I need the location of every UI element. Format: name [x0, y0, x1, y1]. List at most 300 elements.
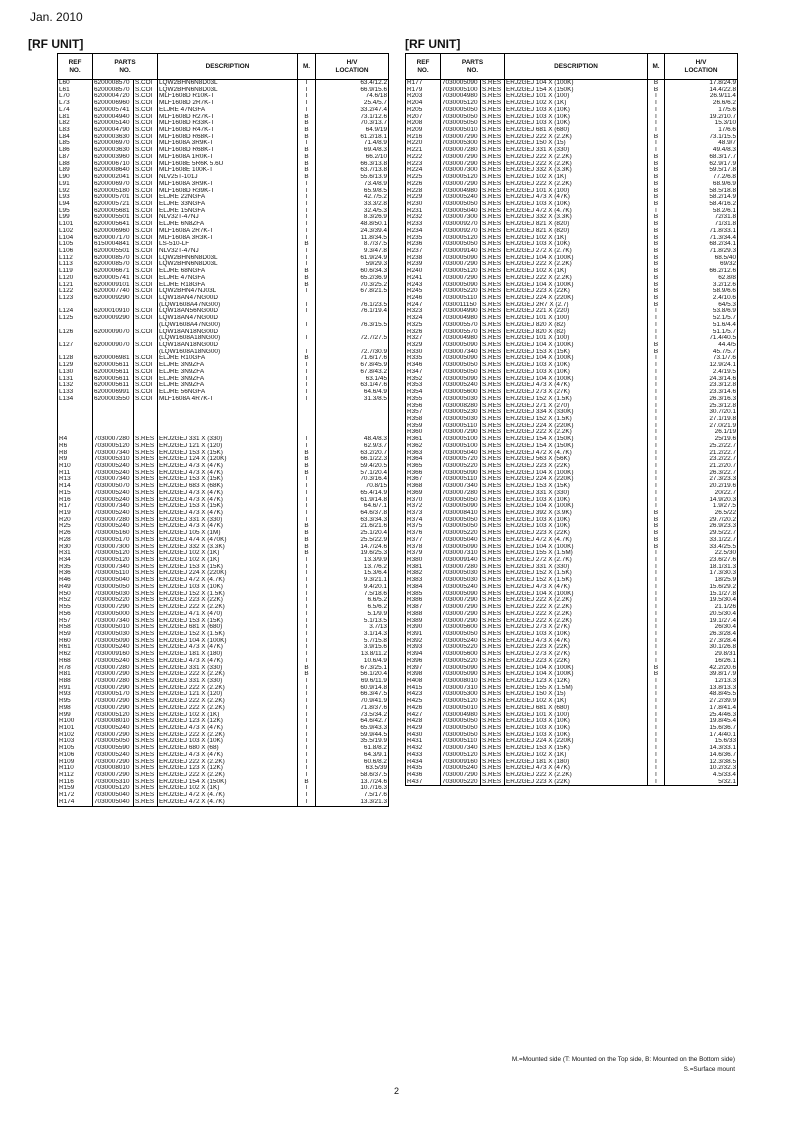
- mount-side: T: [298, 80, 316, 87]
- ref-no: [58, 403, 93, 410]
- parts-type: S.RES: [481, 349, 505, 356]
- parts-no: 6200009290: [93, 315, 134, 322]
- parts-no: 7030007290: [93, 698, 134, 705]
- parts-no: 7030005240: [93, 752, 134, 759]
- parts-type: S.RES: [481, 208, 505, 215]
- parts-type: S.RES: [134, 530, 158, 537]
- parts-no: 7030007280: [93, 436, 134, 443]
- description: ERJ2GEJ 224 X (220K): [505, 423, 648, 430]
- parts-type: S.RES: [481, 436, 505, 443]
- mount-side: T: [298, 799, 316, 806]
- hv-location: 23.6/27.6: [665, 557, 738, 564]
- parts-no: 7030005120: [93, 557, 134, 564]
- hv-location: 6.5/6.2: [316, 604, 389, 611]
- parts-no: 7030007280: [93, 517, 134, 524]
- table-row: [58, 161, 389, 168]
- description: MLF1608A 2R7K-T: [158, 228, 298, 235]
- ref-no: R377: [406, 537, 441, 544]
- parts-type: S.RES: [134, 591, 158, 598]
- mount-side: T: [648, 779, 665, 786]
- table-row: [406, 147, 738, 154]
- hv-location: 16/26.1: [665, 658, 738, 665]
- ref-no: R393: [406, 644, 441, 651]
- table-row: [406, 80, 738, 87]
- description: ERJ2GEJ 222 X (2.2K): [505, 597, 648, 604]
- mount-side: T: [648, 678, 665, 685]
- description: ELJRE 33NGFA: [158, 201, 298, 208]
- ref-no: R428: [406, 718, 441, 725]
- hv-location: 42.2/20.6: [665, 665, 738, 672]
- table-row: [406, 369, 738, 376]
- table-row: [406, 718, 738, 725]
- table-row: [58, 214, 389, 221]
- parts-no: 7030007290: [93, 772, 134, 779]
- hv-location: 64.9/19: [316, 127, 389, 134]
- table-row: [406, 342, 738, 349]
- parts-type: [134, 335, 158, 342]
- parts-no: 7030009270: [441, 228, 481, 235]
- hv-location: 56.1/20.4: [316, 671, 389, 678]
- mount-side: T: [648, 376, 665, 383]
- description: ELJRE 56NGFA: [158, 389, 298, 396]
- ref-no: R9: [58, 456, 93, 463]
- mount-side: T: [298, 302, 316, 309]
- table-row: [406, 503, 738, 510]
- parts-no: 6200005611: [93, 369, 134, 376]
- table-row: [58, 114, 389, 121]
- parts-type: S.RES: [481, 362, 505, 369]
- hv-location: 25.4/5.7: [316, 100, 389, 107]
- mount-side: T: [648, 382, 665, 389]
- parts-no: 7030005030: [441, 577, 481, 584]
- mount-side: B: [648, 181, 665, 188]
- hv-location: 58.4/16.2: [665, 201, 738, 208]
- parts-no: 6200006970: [93, 181, 134, 188]
- ref-no: R384: [406, 584, 441, 591]
- mount-side: T: [648, 705, 665, 712]
- ref-no: R31: [58, 550, 93, 557]
- table-row: [406, 429, 738, 436]
- parts-type: S.COI: [134, 147, 158, 154]
- hv-location: 58.2/14.9: [665, 194, 738, 201]
- parts-no: 7030005240: [93, 497, 134, 504]
- parts-no: 7030008280: [441, 403, 481, 410]
- hv-location: 76.3/15.5: [316, 322, 389, 329]
- parts-no: 6200005701: [93, 194, 134, 201]
- table-row: [406, 214, 738, 221]
- mount-side: T: [648, 423, 665, 430]
- hv-location: 77.2/6.8: [665, 174, 738, 181]
- parts-type: S.RES: [481, 315, 505, 322]
- description: [158, 409, 298, 416]
- table-row: [406, 295, 738, 302]
- parts-type: S.RES: [134, 785, 158, 792]
- parts-no: 7030005090: [441, 255, 481, 262]
- description: ERJ2GEJ 223 X (22K): [505, 779, 648, 786]
- hv-location: 68.5/40: [665, 255, 738, 262]
- parts-type: S.RES: [481, 691, 505, 698]
- mount-side: B: [298, 544, 316, 551]
- mount-side: T: [298, 255, 316, 262]
- parts-no: 7030005240: [93, 490, 134, 497]
- parts-type: S.RES: [481, 725, 505, 732]
- parts-type: S.RES: [134, 450, 158, 457]
- parts-type: S.RES: [134, 537, 158, 544]
- table-row: [406, 685, 738, 692]
- mount-side: [298, 315, 316, 322]
- table-row: [406, 591, 738, 598]
- mount-side: B: [648, 255, 665, 262]
- table-row: [406, 523, 738, 530]
- parts-no: 7030007290: [441, 275, 481, 282]
- ref-no: R11: [58, 470, 93, 477]
- description: NLV25T-101J: [158, 174, 298, 181]
- hv-location: 42.7/5.2: [316, 194, 389, 201]
- mount-side: B: [298, 114, 316, 121]
- ref-no: R103: [58, 738, 93, 745]
- description: ERJ2GEJ 103 X (10K): [505, 732, 648, 739]
- ref-no: R433: [406, 752, 441, 759]
- hv-location: 18.1/31.3: [665, 564, 738, 571]
- ref-no: L121: [58, 282, 93, 289]
- parts-no: 6200009101: [93, 282, 134, 289]
- ref-no: R93: [58, 691, 93, 698]
- hv-location: 6.6/5.2: [316, 597, 389, 604]
- table-row: [406, 510, 738, 517]
- parts-type: S.RES: [481, 423, 505, 430]
- mount-side: T: [298, 624, 316, 631]
- mount-side: T: [298, 100, 316, 107]
- parts-no: 7030005010: [441, 127, 481, 134]
- hv-location: 70.9/41.9: [316, 698, 389, 705]
- parts-no: 7030005220: [441, 779, 481, 786]
- parts-type: S.RES: [134, 436, 158, 443]
- table-row: [58, 201, 389, 208]
- description: ERJ2GEJ 331 X (330): [158, 436, 298, 443]
- table-row: [406, 705, 738, 712]
- description: ERJ2GEJ 473 X (47K): [158, 658, 298, 665]
- table-row: [406, 759, 738, 766]
- parts-no: 7030005100: [441, 436, 481, 443]
- mount-side: T: [298, 631, 316, 638]
- description: ERJ2GEJ 222 X (2.2K): [158, 772, 298, 779]
- parts-type: S.RES: [134, 752, 158, 759]
- description: ERJ2GEJ 331 X (330): [505, 564, 648, 571]
- mount-side: T: [648, 584, 665, 591]
- parts-no: 7030005050: [93, 738, 134, 745]
- parts-no: 7030005090: [441, 376, 481, 383]
- description: ERJ2GEJ 154 X (150K): [505, 436, 648, 443]
- description: ERJ2GEJ 103 X (10K): [505, 107, 648, 114]
- parts-no: 7030005240: [93, 510, 134, 517]
- parts-type: S.RES: [481, 154, 505, 161]
- parts-type: S.RES: [134, 644, 158, 651]
- description: [158, 423, 298, 430]
- table-row: [58, 665, 389, 672]
- parts-type: S.RES: [481, 140, 505, 147]
- table-row: [58, 497, 389, 504]
- ref-no: R363: [406, 450, 441, 457]
- table-row: [406, 120, 738, 127]
- hv-location: [316, 342, 389, 349]
- ref-no: R216: [406, 134, 441, 141]
- parts-type: S.COI: [134, 181, 158, 188]
- table-row: [406, 329, 738, 336]
- description: ERJ2GEJ 472 X (4.7K): [505, 450, 648, 457]
- ref-no: R60: [58, 638, 93, 645]
- parts-type: S.RES: [481, 174, 505, 181]
- ref-no: R56: [58, 611, 93, 618]
- hv-location: 15.1/27.8: [665, 591, 738, 598]
- description: ERJ2GEJ 332 X (3.3K): [158, 544, 298, 551]
- hv-location: 70.3/13.7: [316, 120, 389, 127]
- parts-no: 7030005090: [93, 638, 134, 645]
- hv-location: 48.8/45.5: [665, 691, 738, 698]
- mount-side: B: [648, 214, 665, 221]
- table-row: [58, 268, 389, 275]
- hv-location: 8.3/26.9: [316, 214, 389, 221]
- description: ELJRE R18GFA: [158, 282, 298, 289]
- parts-type: S.COI: [134, 174, 158, 181]
- hv-location: 73.5/34.2: [316, 712, 389, 719]
- hv-location: [316, 423, 389, 430]
- hv-location: 73.1/12.6: [316, 114, 389, 121]
- parts-type: S.RES: [481, 738, 505, 745]
- description: ERJ2GEJ 103 X (10K): [505, 497, 648, 504]
- parts-type: S.RES: [481, 134, 505, 141]
- description: ERJ2GEJ 222 X (2.2K): [505, 275, 648, 282]
- parts-type: S.COI: [134, 295, 158, 302]
- parts-no: 6200005681: [93, 208, 134, 215]
- mount-side: B: [648, 665, 665, 672]
- table-row: [406, 349, 738, 356]
- parts-type: S.RES: [134, 718, 158, 725]
- col-parts-header: PARTS NO.: [93, 54, 158, 80]
- mount-side: B: [298, 665, 316, 672]
- mount-side: B: [648, 134, 665, 141]
- table-row: [58, 389, 389, 396]
- hv-location: 14.4/22.8: [665, 87, 738, 94]
- parts-no: 6200006710: [93, 161, 134, 168]
- parts-type: S.RES: [481, 698, 505, 705]
- ref-no: L61: [58, 87, 93, 94]
- ref-no: R205: [406, 107, 441, 114]
- ref-no: [58, 302, 93, 309]
- mount-side: T: [648, 329, 665, 336]
- parts-no: 7030009140: [441, 557, 481, 564]
- hv-location: 18/25.9: [665, 577, 738, 584]
- ref-no: R68: [58, 658, 93, 665]
- parts-no: 7030005300: [441, 140, 481, 147]
- ref-no: R221: [406, 147, 441, 154]
- ref-no: R415: [406, 685, 441, 692]
- description: ERJ2GEJ 223 X (22K): [505, 288, 648, 295]
- hv-location: 71.8/33.1: [665, 228, 738, 235]
- table-row: [58, 638, 389, 645]
- parts-type: S.RES: [481, 470, 505, 477]
- description: ERJ2GEJ 221 X (220): [505, 308, 648, 315]
- description: ERJ2GEJ 473 X (47K): [158, 497, 298, 504]
- table-row: [58, 759, 389, 766]
- parts-type: S.RES: [134, 483, 158, 490]
- description: ERJ2GEJ 224 X (220K): [158, 570, 298, 577]
- hv-location: 64.6/4.9: [316, 389, 389, 396]
- hv-location: 55.6/13.9: [316, 174, 389, 181]
- parts-no: 7030005040: [93, 792, 134, 799]
- parts-type: S.RES: [481, 517, 505, 524]
- parts-no: 7030005050: [441, 725, 481, 732]
- mount-side: T: [298, 308, 316, 315]
- ref-no: R28: [58, 537, 93, 544]
- table-row: [58, 416, 389, 423]
- table-row: [58, 429, 389, 436]
- ref-no: [58, 349, 93, 356]
- footnote-mounted-side: M.=Mounted side (T: Mounted on the Top side, B: Mounted on the Bottom side): [511, 1056, 735, 1063]
- parts-type: S.COI: [134, 87, 158, 94]
- hv-location: 59/29.3: [316, 261, 389, 268]
- table-row: [406, 671, 738, 678]
- table-row: [58, 698, 389, 705]
- parts-no: 7030005090: [441, 355, 481, 362]
- hv-location: 33.2/47.4: [316, 107, 389, 114]
- description: ERJ2GEJ 472 X (4.7K): [158, 792, 298, 799]
- parts-no: 7030005110: [93, 570, 134, 577]
- description: ERJ2GEJ 103 X (10K): [505, 114, 648, 121]
- ref-no: R373: [406, 510, 441, 517]
- parts-type: S.RES: [134, 799, 158, 806]
- hv-location: 61.2/18.1: [316, 134, 389, 141]
- description: ELJRE 3N9ZFA: [158, 376, 298, 383]
- parts-no: 6200006981: [93, 355, 134, 362]
- hv-location: 64.6/42.7: [316, 718, 389, 725]
- ref-no: R20: [58, 517, 93, 524]
- parts-type: S.RES: [481, 93, 505, 100]
- parts-type: S.RES: [481, 416, 505, 423]
- mount-side: T: [648, 403, 665, 410]
- table-row: [58, 255, 389, 262]
- hv-location: 9.3/21.1: [316, 577, 389, 584]
- table-row: [406, 450, 738, 457]
- ref-no: R436: [406, 772, 441, 779]
- hv-location: 3.9/15.6: [316, 644, 389, 651]
- mount-side: T: [298, 288, 316, 295]
- mount-side: T: [648, 355, 665, 362]
- parts-type: S.RES: [481, 403, 505, 410]
- parts-type: S.RES: [481, 611, 505, 618]
- ref-no: R374: [406, 517, 441, 524]
- table-row: [406, 712, 738, 719]
- description: (LQW1608A47NG00): [158, 322, 298, 329]
- description: ERJ2GEJ 563 X (56K): [505, 456, 648, 463]
- mount-side: [298, 403, 316, 410]
- hv-location: 58.2/6.1: [665, 208, 738, 215]
- description: ERJ2GEJ 680 X (68): [158, 745, 298, 752]
- table-row: [58, 779, 389, 786]
- table-row: [406, 631, 738, 638]
- parts-no: 7030005050: [441, 369, 481, 376]
- ref-no: R100: [58, 718, 93, 725]
- table-row: [58, 107, 389, 114]
- parts-no: 7030007290: [441, 597, 481, 604]
- description: ERJ2GEJ 271 X (270): [505, 403, 648, 410]
- parts-no: 7030005030: [441, 416, 481, 423]
- parts-no: 7030005310: [93, 456, 134, 463]
- mount-side: B: [648, 295, 665, 302]
- mount-side: B: [648, 194, 665, 201]
- mount-side: T: [648, 114, 665, 121]
- ref-no: R224: [406, 167, 441, 174]
- parts-no: 7030005040: [441, 537, 481, 544]
- mount-side: T: [298, 188, 316, 195]
- ref-no: R203: [406, 93, 441, 100]
- hv-location: 3.2/12.6: [665, 282, 738, 289]
- parts-no: 7030005050: [441, 120, 481, 127]
- mount-side: T: [648, 429, 665, 436]
- table-row: [58, 799, 389, 806]
- parts-type: S.COI: [134, 214, 158, 221]
- description: ERJ2GEJ 223 X (22K): [158, 597, 298, 604]
- hv-location: 20.5/30.4: [665, 611, 738, 618]
- ref-no: R429: [406, 725, 441, 732]
- table-row: [406, 302, 738, 309]
- hv-location: 73.1/7.6: [665, 355, 738, 362]
- parts-no: 7030007310: [441, 685, 481, 692]
- parts-no: 7030005090: [441, 80, 481, 87]
- ref-no: R58: [58, 624, 93, 631]
- parts-type: S.RES: [134, 765, 158, 772]
- parts-no: 7030005090: [441, 544, 481, 551]
- parts-type: S.RES: [481, 712, 505, 719]
- table-row: [58, 423, 389, 430]
- parts-no: 7030005120: [441, 752, 481, 759]
- ref-no: [58, 429, 93, 436]
- col-description-header: DESCRIPTION: [505, 54, 648, 80]
- description: ERJ2GEJ 153 X (15K): [158, 618, 298, 625]
- ref-no: R243: [406, 282, 441, 289]
- parts-no: 7030005100: [441, 443, 481, 450]
- hv-location: 13.3/21.3: [316, 799, 389, 806]
- parts-type: S.RES: [481, 268, 505, 275]
- parts-no: 7030007340: [93, 618, 134, 625]
- ref-no: R34: [58, 557, 93, 564]
- table-row: [58, 544, 389, 551]
- parts-type: S.RES: [481, 120, 505, 127]
- ref-no: L128: [58, 355, 93, 362]
- description: ERJ2GEJ 222 X (2.2K): [505, 261, 648, 268]
- hv-location: 19.6/25.3: [316, 550, 389, 557]
- mount-side: T: [298, 611, 316, 618]
- hv-location: 53.8/6.9: [665, 308, 738, 315]
- mount-side: T: [648, 765, 665, 772]
- ref-no: R99: [58, 712, 93, 719]
- hv-location: 12.3/38.5: [665, 759, 738, 766]
- table-row: [406, 604, 738, 611]
- hv-location: 66.2/10: [316, 154, 389, 161]
- hv-location: 2.4/19.5: [665, 369, 738, 376]
- hv-location: 69/32: [665, 261, 738, 268]
- mount-side: T: [648, 409, 665, 416]
- hv-location: 64.6/7.1: [316, 503, 389, 510]
- parts-no: 7030007280: [441, 490, 481, 497]
- description: ERJ2GEJ 224 X (220K): [505, 738, 648, 745]
- hv-location: 15.3/6.4: [316, 570, 389, 577]
- ref-no: L134: [58, 396, 93, 403]
- description: ERJ2GEJ 153 X (15K): [158, 503, 298, 510]
- parts-no: 7030005240: [441, 765, 481, 772]
- col-mount-header: M.: [298, 54, 316, 80]
- table-row: [58, 329, 389, 336]
- table-row: [406, 517, 738, 524]
